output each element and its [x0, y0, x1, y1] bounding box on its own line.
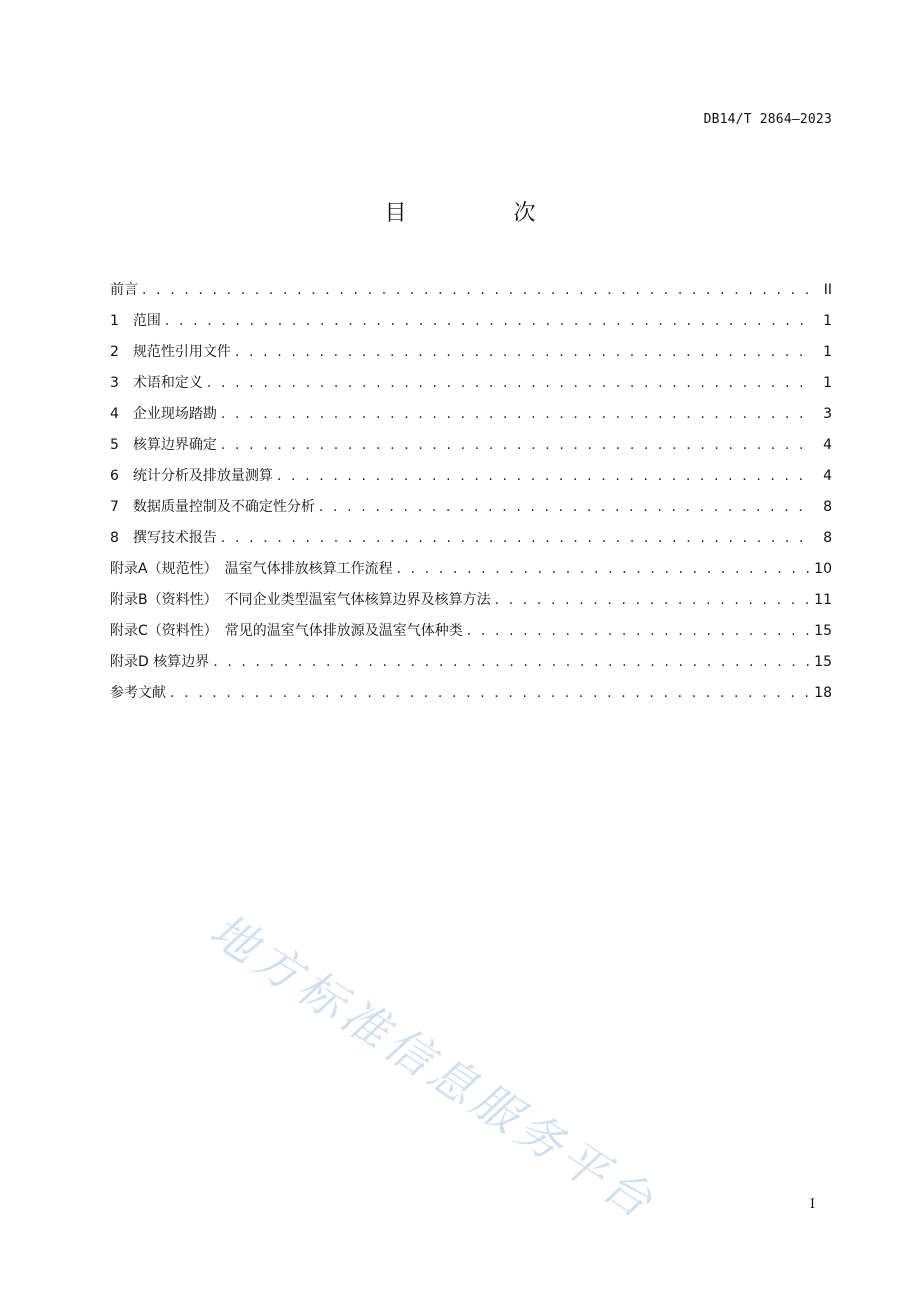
- toc-entry-appendix-d[interactable]: [110, 652, 832, 683]
- toc-entry-page: II: [823, 282, 832, 298]
- toc-entry-label: 附录B（资料性） 不同企业类型温室气体核算边界及核算方法: [110, 592, 491, 608]
- toc-entry-site-survey[interactable]: [110, 404, 832, 435]
- page-title: 目 次: [384, 201, 586, 226]
- toc-leader-dots: [319, 497, 812, 517]
- toc-leader-dots: [221, 404, 812, 424]
- toc-entry-label: 8 撰写技术报告: [110, 530, 217, 546]
- toc-entry-foreword[interactable]: [110, 280, 832, 311]
- toc-leader-dots: [467, 621, 810, 641]
- toc-entry-page: 8: [823, 530, 832, 546]
- page-number: I: [809, 1197, 815, 1212]
- toc-entry-technical-report[interactable]: [110, 528, 832, 559]
- toc-entry-label: 4 企业现场踏勘: [110, 406, 217, 422]
- toc-entry-boundary[interactable]: [110, 435, 832, 466]
- toc-entry-statistics[interactable]: [110, 466, 832, 497]
- toc-entry-page: 4: [823, 468, 832, 484]
- toc-entry-normative-references[interactable]: [110, 342, 832, 373]
- toc-entry-label: 参考文献: [110, 685, 166, 701]
- toc-leader-dots: [165, 311, 812, 331]
- toc-leader-dots: [495, 590, 811, 610]
- toc-entry-label: 2 规范性引用文件: [110, 344, 231, 360]
- toc-entry-page: 15: [814, 654, 832, 670]
- toc-leader-dots: [235, 342, 812, 362]
- toc-entry-page: 8: [823, 499, 832, 515]
- toc-entry-page: 10: [814, 561, 832, 577]
- toc-entry-page: 1: [823, 344, 832, 360]
- toc-entry-page: 3: [823, 406, 832, 422]
- table-of-contents: [110, 280, 832, 714]
- toc-entry-label: 1 范围: [110, 313, 161, 329]
- toc-leader-dots: [221, 435, 812, 455]
- toc-leader-dots: [142, 280, 812, 300]
- toc-leader-dots: [213, 652, 810, 672]
- toc-entry-page: 4: [823, 437, 832, 453]
- toc-entry-scope[interactable]: [110, 311, 832, 342]
- toc-entry-appendix-b[interactable]: [110, 590, 832, 621]
- toc-entry-label: 5 核算边界确定: [110, 437, 217, 453]
- toc-leader-dots: [397, 559, 811, 579]
- toc-entry-page: 1: [823, 375, 832, 391]
- toc-entry-page: 1: [823, 313, 832, 329]
- toc-entry-page: 15: [814, 623, 832, 639]
- toc-entry-label: 前言: [110, 282, 138, 298]
- toc-entry-appendix-a[interactable]: [110, 559, 832, 590]
- toc-entry-label: 附录C（资料性） 常见的温室气体排放源及温室气体种类: [110, 623, 463, 639]
- toc-entry-references[interactable]: [110, 683, 832, 714]
- toc-entry-page: 11: [814, 592, 832, 608]
- toc-leader-dots: [221, 528, 812, 548]
- toc-entry-page: 18: [814, 685, 832, 701]
- toc-entry-label: 6 统计分析及排放量测算: [110, 468, 273, 484]
- toc-leader-dots: [170, 683, 810, 703]
- toc-entry-label: 3 术语和定义: [110, 375, 203, 391]
- document-code: DB14/T 2864—2023: [703, 112, 832, 127]
- watermark: 地方标准信息服务平台: [200, 902, 667, 1232]
- toc-entry-quality-control[interactable]: [110, 497, 832, 528]
- toc-entry-terms-definitions[interactable]: [110, 373, 832, 404]
- toc-entry-label: 7 数据质量控制及不确定性分析: [110, 499, 315, 515]
- toc-entry-label: 附录A（规范性） 温室气体排放核算工作流程: [110, 561, 393, 577]
- toc-entry-appendix-c[interactable]: [110, 621, 832, 652]
- toc-leader-dots: [207, 373, 812, 393]
- toc-leader-dots: [277, 466, 812, 486]
- toc-entry-label: 附录D 核算边界: [110, 654, 210, 670]
